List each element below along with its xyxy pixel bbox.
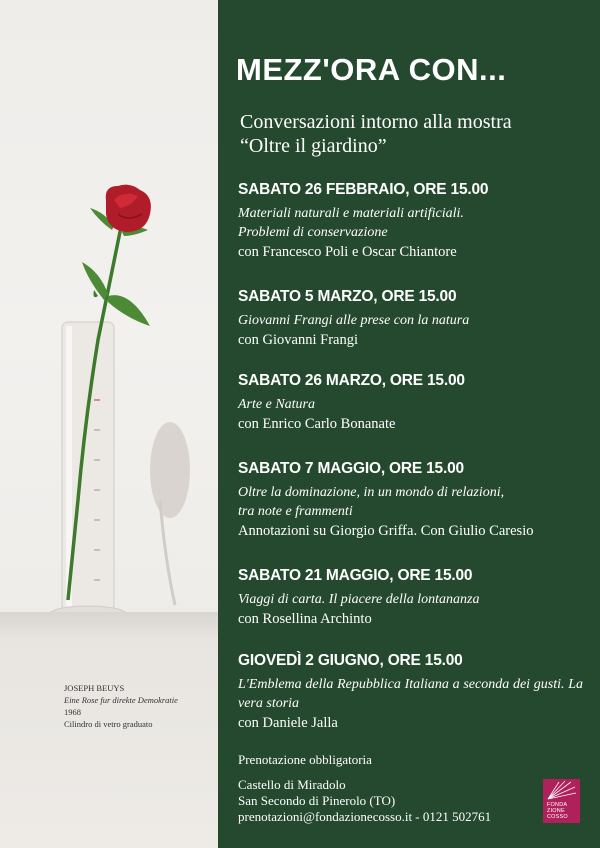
caption-artist: JOSEPH BEUYS	[64, 683, 125, 693]
event-date: SABATO 21 MAGGIO, ORE 15.00	[238, 567, 473, 584]
subtitle	[240, 110, 512, 158]
contact-email-phone[interactable]: prenotazioni@fondazionecosso.it - 0121 502761	[238, 809, 492, 824]
caption-work: Eine Rose fur direkte Demokratie	[64, 695, 178, 705]
subtitle-line-1: Conversazioni intorno alla mostra	[240, 111, 512, 133]
event-topic: L'Emblema della Repubblica Italiana a seconda dei gusti. La vera storia	[238, 677, 583, 711]
event-4	[238, 460, 598, 542]
event-topic: Viaggi di carta. Il piacere della lontananza	[238, 592, 480, 607]
event-date: SABATO 26 MARZO, ORE 15.00	[238, 372, 465, 389]
page-title: MEZZ'ORA CON...	[236, 52, 507, 87]
event-speakers: con Rosellina Archinto	[238, 611, 372, 627]
artwork-photo	[0, 0, 218, 848]
event-date: GIOVEDÌ 2 GIUGNO, ORE 15.00	[238, 652, 463, 669]
event-date: SABATO 26 FEBBRAIO, ORE 15.00	[238, 181, 489, 198]
starburst-icon	[543, 779, 580, 801]
program-panel	[218, 0, 600, 848]
display-shelf	[0, 612, 218, 848]
artwork-caption	[64, 682, 178, 730]
venue-name: Castello di Miradolo	[238, 777, 346, 792]
logo-line-1: FONDA	[547, 802, 568, 808]
event-topic: Oltre la dominazione, in un mondo di relazioni,	[238, 485, 505, 500]
event-speakers: con Francesco Poli e Oscar Chiantore	[238, 244, 457, 260]
subtitle-line-2: “Oltre il giardino”	[240, 135, 387, 157]
event-1	[238, 181, 598, 263]
caption-material: Cilindro di vetro graduato	[64, 719, 153, 729]
address-block	[238, 777, 491, 825]
event-2	[238, 288, 598, 351]
event-topic-2: Problemi di conservazione	[238, 225, 388, 240]
event-date: SABATO 5 MARZO, ORE 15.00	[238, 288, 457, 305]
event-topic: Materiali naturali e materiali artificiali.	[238, 206, 464, 221]
event-speakers: con Giovanni Frangi	[238, 332, 359, 348]
event-date: SABATO 7 MAGGIO, ORE 15.00	[238, 460, 464, 477]
event-5	[238, 567, 598, 630]
logo-line-3: COSSO	[547, 814, 568, 820]
booking-note: Prenotazione obbligatoria	[238, 752, 372, 767]
fondazione-cosso-logo	[543, 779, 580, 823]
event-topic-2: tra note e frammenti	[238, 504, 353, 519]
event-6	[238, 652, 598, 734]
caption-year: 1968	[64, 707, 81, 717]
event-speakers: con Enrico Carlo Bonanate	[238, 416, 396, 432]
logo-line-2: ZIONE	[547, 808, 565, 814]
event-topic: Arte e Natura	[238, 397, 315, 412]
logo-text	[547, 802, 568, 820]
event-speakers: con Daniele Jalla	[238, 715, 338, 731]
event-speakers: Annotazioni su Giorgio Griffa. Con Giulio Caresio	[238, 523, 534, 539]
event-3	[238, 372, 598, 435]
event-topic: Giovanni Frangi alle prese con la natura	[238, 313, 470, 328]
venue-location: San Secondo di Pinerolo (TO)	[238, 793, 396, 808]
